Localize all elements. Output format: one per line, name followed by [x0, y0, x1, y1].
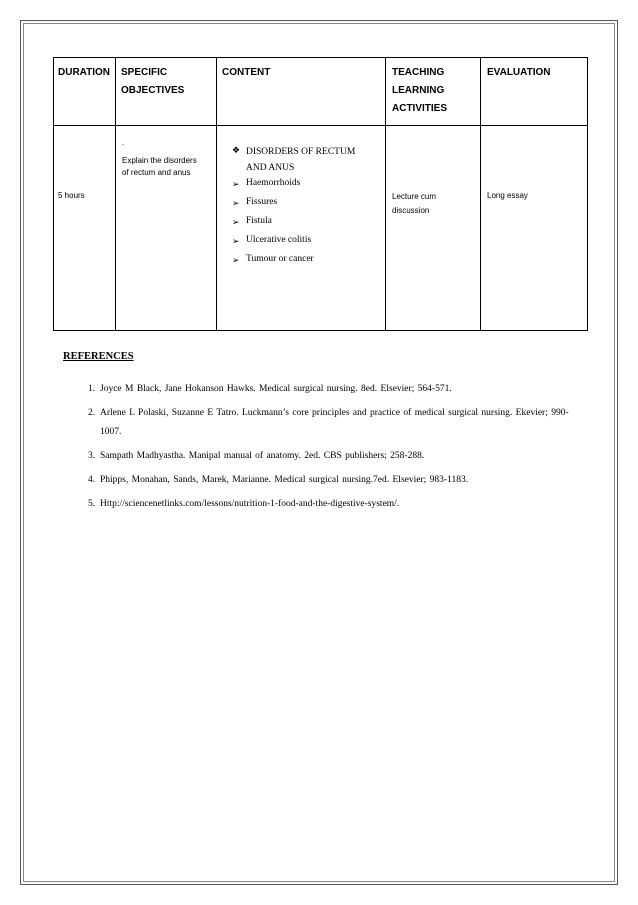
cell-evaluation: Long essay	[481, 126, 588, 331]
references-heading: REFERENCES	[63, 351, 134, 362]
list-item: 5. Http://sciencenetlinks.com/lessons/nutrition-1-food-and-the-digestive-system/.	[88, 499, 400, 509]
table-header-row	[54, 58, 588, 126]
list-item: 3. Sampath Madhyastha. Manipal manual of anatomy. 2ed. CBS publishers; 258-288.	[88, 451, 425, 461]
list-item: ➢ Haemorrhoids	[232, 178, 301, 189]
arrow-bullet-icon: ➢	[232, 255, 240, 265]
arrow-bullet-icon: ➢	[232, 236, 240, 246]
header-evaluation: EVALUATION	[481, 58, 588, 126]
arrow-bullet-icon: ➢	[232, 217, 240, 227]
header-duration: DURATION	[54, 58, 116, 126]
list-item: 1. Joyce M Black, Jane Hokanson Hawks. Medical surgical nursing. 8ed. Elsevier; 564-571.	[88, 384, 452, 394]
references-list	[88, 380, 588, 519]
diamond-bullet-icon: ❖	[232, 145, 241, 155]
cell-content	[217, 126, 386, 331]
arrow-bullet-icon: ➢	[232, 179, 240, 189]
list-item: ➢ Ulcerative colitis	[232, 235, 312, 246]
list-item: 4. Phipps, Monahan, Sands, Marek, Marianne. Medical surgical nursing.7ed. Elsevier; 983-1183.	[88, 475, 469, 485]
header-objectives: SPECIFIC OBJECTIVES	[116, 58, 217, 126]
content-heading: ❖ DISORDERS OF RECTUM AND ANUS	[232, 144, 385, 178]
arrow-bullet-icon: ➢	[232, 198, 240, 208]
header-activities: TEACHING LEARNING ACTIVITIES	[386, 58, 481, 126]
header-content: CONTENT	[217, 58, 386, 126]
content-list	[232, 178, 385, 273]
table-row	[54, 126, 588, 331]
list-item: ➢ Fistula	[232, 216, 272, 227]
list-item: 2. Arlene L Polaski, Suzanne E Tatro. Luckmann’s core principles and practice of medical surgical nursing. Ekevier; 990-1007.	[88, 408, 569, 437]
cell-duration: 5 hours	[54, 126, 116, 331]
list-item: ➢ Tumour or cancer	[232, 254, 314, 265]
cell-objectives: . Explain the disorders of rectum and anus	[116, 126, 217, 331]
list-item: ➢ Fissures	[232, 197, 278, 208]
lesson-plan-table	[53, 57, 588, 331]
cell-activities: Lecture cum discussion	[386, 126, 481, 331]
